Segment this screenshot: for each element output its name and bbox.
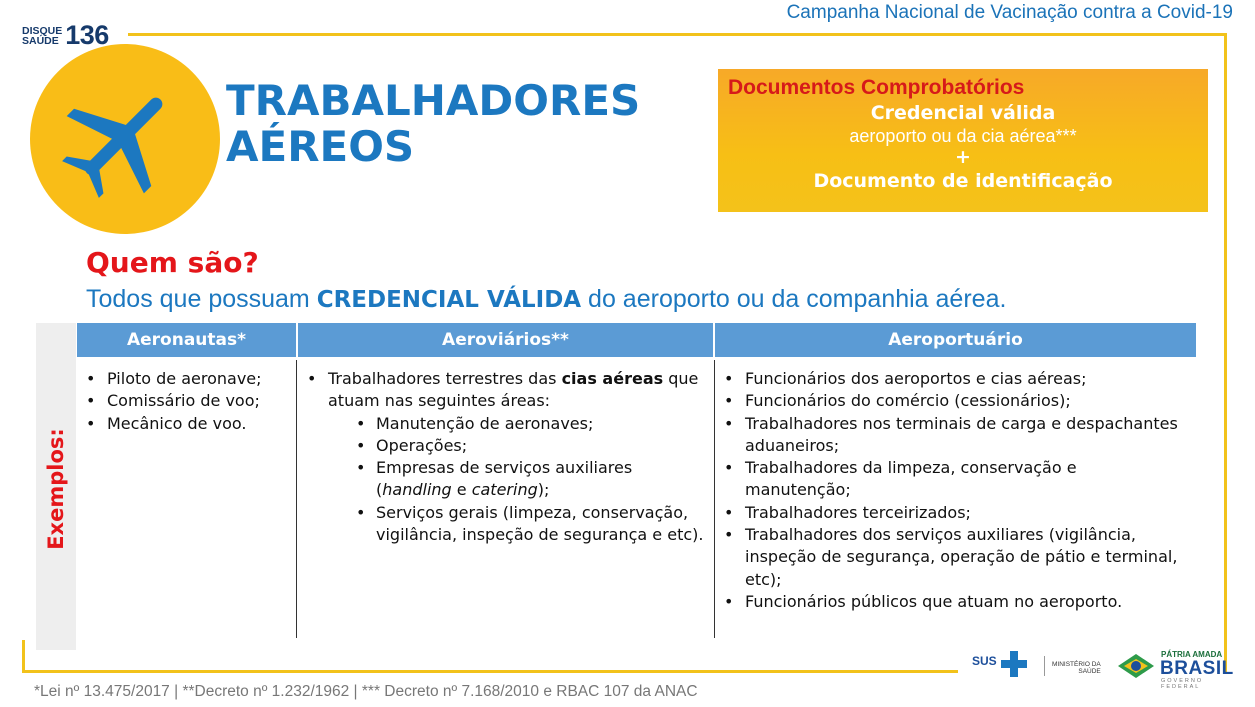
documents-line1: Credencial válida xyxy=(870,102,1056,124)
header-aeronautas: Aeronautas* xyxy=(77,323,296,357)
list-item: • Trabalhadores nos terminais de carga e despachantes aduaneiros; xyxy=(715,413,1185,458)
list-item: • Manutenção de aeronaves; xyxy=(328,413,710,435)
column-aeronautas xyxy=(77,368,292,435)
patria-amada-text: PÁTRIA AMADA xyxy=(1161,650,1223,659)
documents-plus: + xyxy=(955,146,971,168)
column-aeroviarios xyxy=(298,368,710,546)
disque-saude-logo xyxy=(22,20,109,51)
header-aeroportuario: Aeroportuário xyxy=(715,323,1196,357)
list-item: • Funcionários dos aeroportos e cias aéreas; xyxy=(715,368,1185,390)
campaign-title: Campanha Nacional de Vacinação contra a Covid-19 xyxy=(786,2,1233,23)
quem-heading: Quem são? xyxy=(86,246,259,279)
brazil-flag-icon xyxy=(1116,650,1156,680)
government-logos xyxy=(958,632,1234,704)
brasil-text: BRASIL xyxy=(1160,658,1234,679)
list-item: • Trabalhadores terceirizados; xyxy=(715,502,1185,524)
disque-label: DISQUE xyxy=(22,24,63,37)
governo-federal-text: GOVERNO FEDERAL xyxy=(1161,678,1204,690)
list-item: • Serviços gerais (limpeza, conservação, vigilância, inspeção de segurança e etc). xyxy=(328,502,710,547)
credencial-bold: CREDENCIAL VÁLIDA xyxy=(316,287,582,313)
list-item: • Funcionários do comércio (cessionários); xyxy=(715,390,1185,412)
saude-label: SAÚDE xyxy=(22,34,59,47)
list-item: • Mecânico de voo. xyxy=(77,413,292,435)
list-item: • Funcionários públicos que atuam no aeroporto. xyxy=(715,591,1185,613)
list-item: • Operações; xyxy=(328,435,710,457)
column-aeroportuario xyxy=(715,368,1185,613)
documents-heading: Documentos Comprobatórios xyxy=(728,76,1025,99)
documents-line2: aeroporto ou da cia aérea*** xyxy=(849,126,1077,146)
sus-logo-text: SUS xyxy=(972,654,997,668)
list-item: • Trabalhadores da limpeza, conservação e manutenção; xyxy=(715,457,1185,502)
logo-divider xyxy=(1044,656,1045,676)
frame-left-line xyxy=(22,640,25,673)
disque-number: 136 xyxy=(65,20,109,50)
page-title xyxy=(226,78,640,170)
ministerio-logo-text: MINISTÉRIO DA SAÚDE xyxy=(1052,661,1101,675)
column-divider xyxy=(296,360,297,638)
quem-description: Todos que possuam CREDENCIAL VÁLIDA do aeroporto ou da companhia aérea. xyxy=(86,285,1007,313)
documents-box xyxy=(718,69,1208,212)
header-aeroviarios: Aeroviários** xyxy=(298,323,713,357)
frame-right-line xyxy=(1224,33,1227,673)
list-item: • Empresas de serviços auxiliares (handling e catering); xyxy=(328,457,710,502)
sus-cross-icon xyxy=(1001,651,1027,677)
list-item: • Piloto de aeronave; xyxy=(77,368,292,390)
airplane-icon xyxy=(55,75,185,205)
frame-top-line xyxy=(128,33,1227,36)
list-item: • Trabalhadores dos serviços auxiliares (vigilância, inspeção de segurança, operação de pátio e terminal, etc); xyxy=(715,524,1185,591)
side-label: Exemplos: xyxy=(44,428,68,550)
title-line2: AÉREOS xyxy=(226,122,415,171)
title-line1: TRABALHADORES xyxy=(226,76,641,125)
documents-line3: Documento de identificação xyxy=(813,170,1113,192)
footnote: *Lei nº 13.475/2017 | **Decreto nº 1.232/1962 | *** Decreto nº 7.168/2010 e RBAC 107 da ANAC xyxy=(34,683,698,700)
list-item: • Trabalhadores terrestres das cias aéreas que atuam nas seguintes áreas: • Manutenção de aeronaves; • Operações; • Empresas de serviços auxiliares (handling e catering); • Serviços gerais (limpeza, conservação, vigilância, inspeção de segurança e etc). xyxy=(298,368,710,546)
list-item: • Comissário de voo; xyxy=(77,390,292,412)
